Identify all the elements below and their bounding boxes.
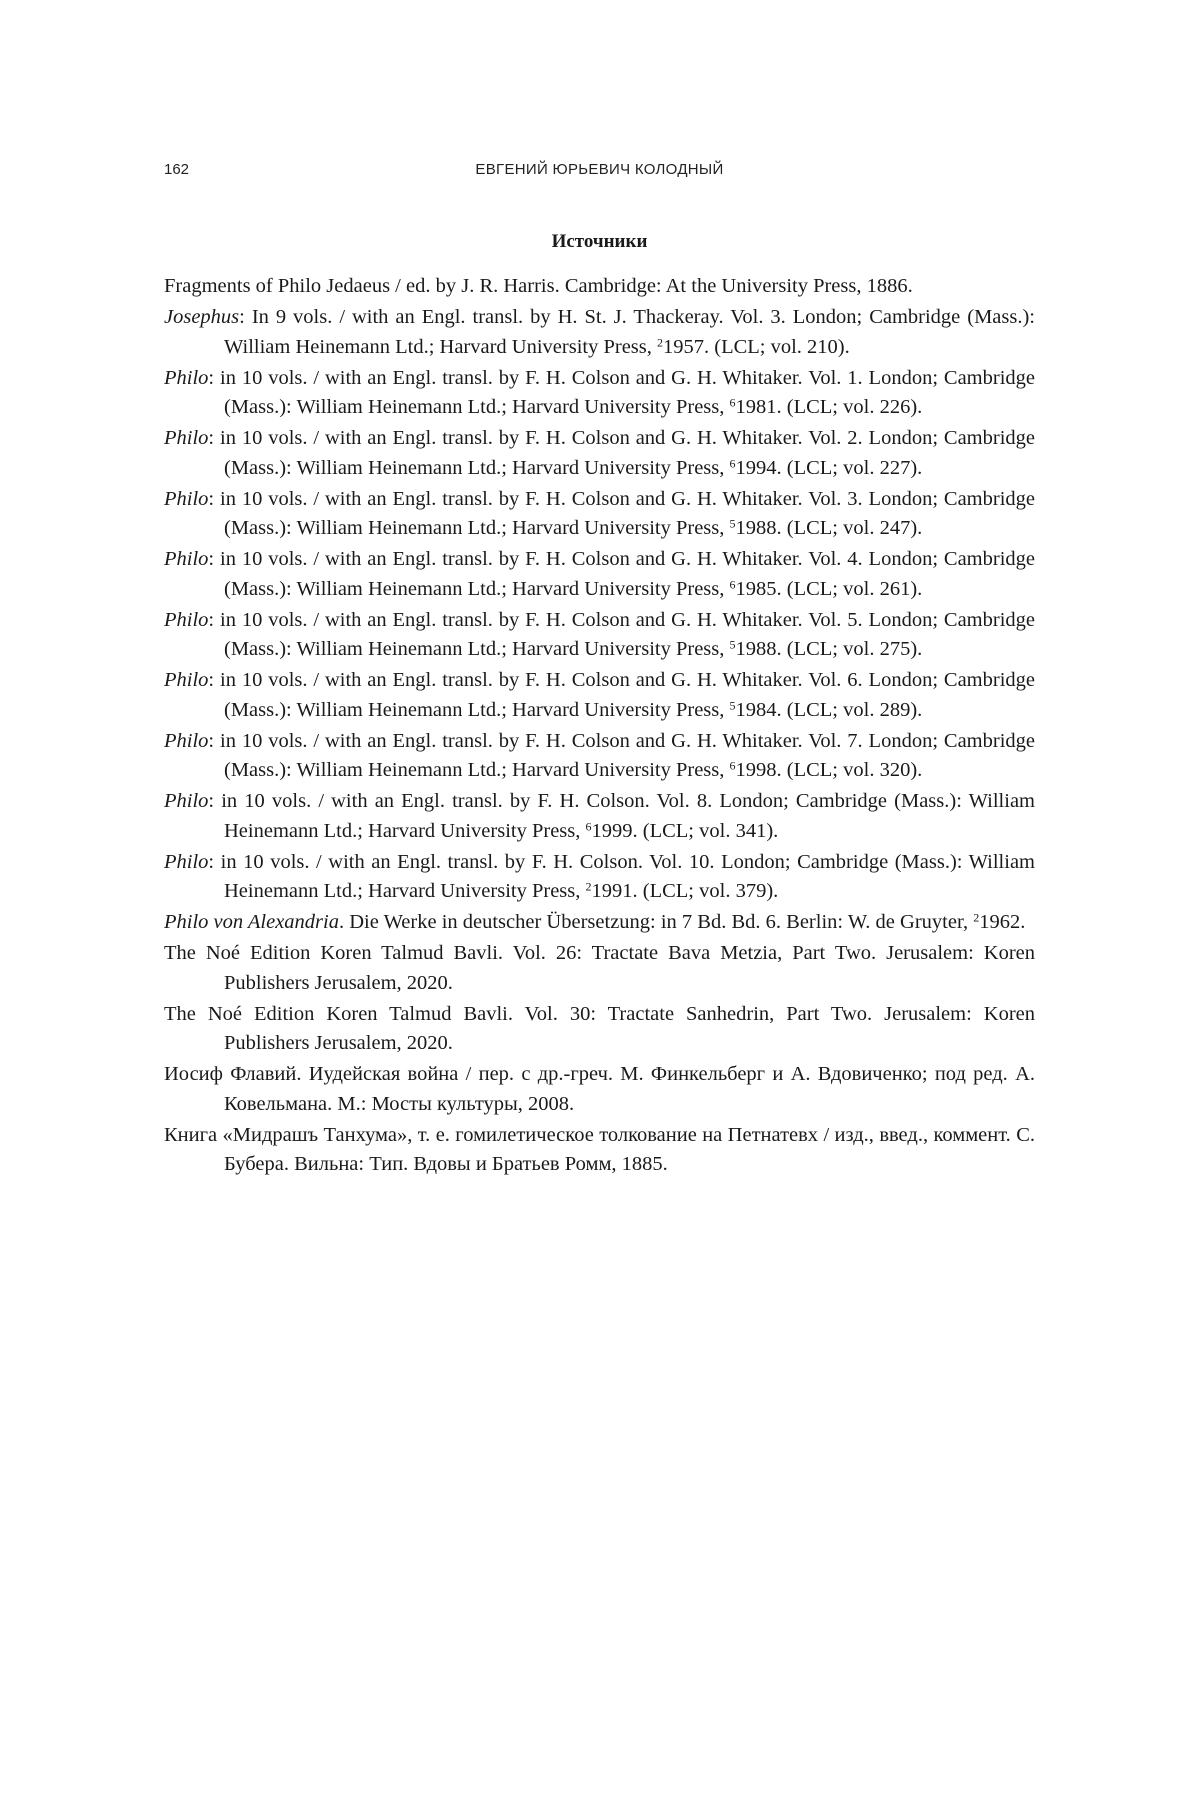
reference-lead: Philo — [164, 366, 209, 389]
reference-item — [164, 424, 1035, 483]
reference-tail: 1999. (LCL; vol. 341). — [591, 819, 779, 842]
reference-item — [164, 303, 1035, 362]
edition-number: 5 — [729, 637, 736, 652]
edition-number: 6 — [729, 395, 736, 410]
reference-item — [164, 545, 1035, 604]
edition-number: 2 — [657, 334, 663, 349]
reference-text: : in 10 vols. / with an Engl. transl. by F. H. Colson and G. H. Whitaker. Vol. 1. London; Cambridge (Mass.): William Heinemann Ltd.; Harvard University Press, — [208, 366, 1035, 418]
reference-lead: Philo — [164, 608, 209, 631]
reference-lead: Philo — [164, 669, 209, 691]
edition-number: 2 — [585, 879, 592, 894]
reference-item — [164, 1000, 1035, 1059]
reference-item — [164, 272, 1035, 302]
reference-item — [164, 364, 1035, 423]
reference-tail: 1988. (LCL; vol. 247). — [735, 517, 923, 539]
reference-lead: Philo — [164, 790, 209, 812]
page-number: 162 — [164, 161, 190, 178]
edition-number: 2 — [973, 910, 980, 925]
reference-lead: Philo — [164, 427, 209, 449]
edition-number: 6 — [729, 758, 736, 773]
reference-text: Иосиф Флавий. Иудейская война / пер. с др.-греч. М. Финкельберг и А. Вдовиченко; под ред. А. Ковельмана. М.: Мосты культуры, 2008. — [164, 1063, 1035, 1115]
running-head: ЕВГЕНИЙ ЮРЬЕВИЧ КОЛОДНЫЙ — [475, 161, 724, 178]
edition-number: 6 — [585, 818, 592, 833]
reference-lead: Philo — [164, 729, 209, 752]
reference-tail: 1988. (LCL; vol. 275). — [735, 638, 923, 660]
reference-text: : in 10 vols. / with an Engl. transl. by F. H. Colson and G. H. Whitaker. Vol. 2. London; Cambridge (Mass.): William Heinemann Ltd.; Harvard University Press, — [208, 427, 1035, 479]
reference-text: : in 10 vols. / with an Engl. transl. by F. H. Colson and G. H. Whitaker. Vol. 7. London; Cambridge (Mass.): William Heinemann Ltd.; Harvard University Press, — [208, 729, 1035, 781]
reference-lead: Philo — [164, 487, 209, 510]
reference-item — [164, 1121, 1035, 1180]
reference-lead: Josephus — [164, 306, 240, 328]
reference-tail: 1991. (LCL; vol. 379). — [591, 880, 779, 902]
reference-text: : in 10 vols. / with an Engl. transl. by F. H. Colson. Vol. 8. London; Cambridge (Mass.): William Heinemann Ltd.; Harvard University Press, — [208, 790, 1035, 842]
edition-number: 5 — [729, 516, 736, 531]
reference-tail: 1981. (LCL; vol. 226). — [735, 396, 923, 418]
reference-text: : in 10 vols. / with an Engl. transl. by F. H. Colson and G. H. Whitaker. Vol. 4. London; Cambridge (Mass.): William Heinemann Ltd.; Harvard University Press, — [208, 548, 1035, 600]
reference-lead: Philo — [164, 548, 209, 570]
reference-text: The Noé Edition Koren Talmud Bavli. Vol. 30: Tractate Sanhedrin, Part Two. Jerusalem: Koren Publishers Jerusalem, 2020. — [164, 1002, 1035, 1054]
reference-item — [164, 787, 1035, 846]
reference-tail: 1962. — [979, 911, 1026, 933]
reference-item — [164, 939, 1035, 998]
reference-text: : in 10 vols. / with an Engl. transl. by F. H. Colson and G. H. Whitaker. Vol. 6. London; Cambridge (Mass.): William Heinemann Ltd.; Harvard University Press, — [208, 669, 1035, 721]
reference-item — [164, 727, 1035, 786]
section-title: Источники — [551, 231, 648, 252]
reference-text: : in 10 vols. / with an Engl. transl. by F. H. Colson and G. H. Whitaker. Vol. 5. London; Cambridge (Mass.): William Heinemann Ltd.; Harvard University Press, — [208, 608, 1035, 660]
edition-number: 5 — [729, 697, 736, 712]
reference-item — [164, 908, 1035, 938]
reference-lead: Philo von Alexandria — [164, 911, 339, 933]
reference-text: Fragments of Philo Jedaeus / ed. by J. R. Harris. Cambridge: At the University Press, 1886. — [164, 275, 913, 297]
reference-text: Книга «Мидрашъ Танхума», т. е. гомилетическое толкование на Петнатевх / изд., введ., коммент. С. Бубера. Вильна: Тип. Вдовы и Братьев Ромм, 1885. — [164, 1123, 1035, 1175]
reference-item — [164, 485, 1035, 544]
reference-tail: 1994. (LCL; vol. 227). — [735, 456, 923, 479]
reference-text: The Noé Edition Koren Talmud Bavli. Vol. 26: Tractate Bava Metzia, Part Two. Jerusalem: Koren Publishers Jerusalem, 2020. — [164, 942, 1035, 994]
reference-item — [164, 666, 1035, 725]
reference-text: . Die Werke in deutscher Übersetzung: in 7 Bd. Bd. 6. Berlin: W. de Gruyter, — [338, 911, 974, 933]
reference-list — [164, 272, 1035, 1181]
reference-tail: 1985. (LCL; vol. 261). — [735, 577, 923, 600]
edition-number: 6 — [729, 455, 736, 470]
reference-tail: 1998. (LCL; vol. 320). — [735, 759, 923, 781]
reference-item — [164, 606, 1035, 665]
reference-item — [164, 1060, 1035, 1119]
reference-tail: 1984. (LCL; vol. 289). — [735, 698, 923, 721]
reference-text: : In 9 vols. / with an Engl. transl. by H. St. J. Thackeray. Vol. 3. London; Cambridge (Mass.): William Heinemann Ltd.; Harvard University Press, — [224, 306, 1035, 358]
reference-item — [164, 848, 1035, 907]
reference-lead: Philo — [164, 850, 209, 873]
page-header — [164, 161, 1035, 185]
reference-text: : in 10 vols. / with an Engl. transl. by F. H. Colson. Vol. 10. London; Cambridge (Mass.): William Heinemann Ltd.; Harvard University Press, — [208, 850, 1035, 902]
reference-text: : in 10 vols. / with an Engl. transl. by F. H. Colson and G. H. Whitaker. Vol. 3. London; Cambridge (Mass.): William Heinemann Ltd.; Harvard University Press, — [208, 487, 1035, 539]
edition-number: 6 — [729, 576, 736, 591]
reference-tail: 1957. (LCL; vol. 210). — [663, 335, 850, 358]
